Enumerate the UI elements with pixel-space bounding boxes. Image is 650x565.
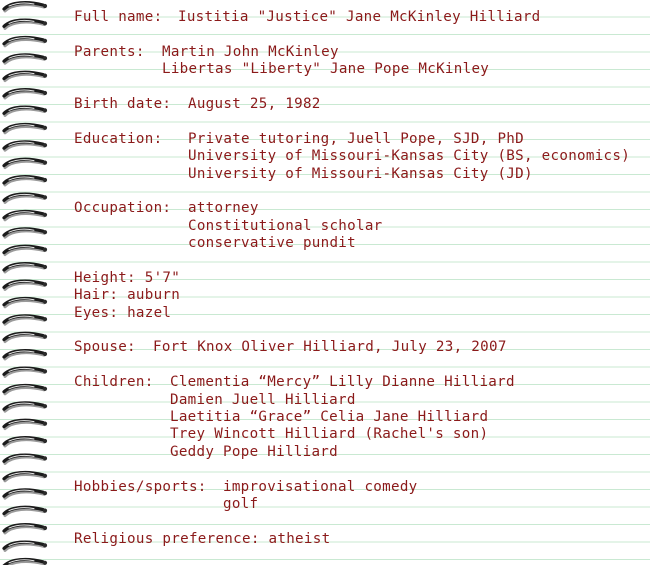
- spouse-row: [74, 339, 644, 356]
- parents-row: [74, 44, 644, 61]
- full-name-label: Full name:: [74, 9, 163, 25]
- hobbies-row: [74, 496, 644, 513]
- height-row: [74, 270, 644, 287]
- education-row: [74, 166, 644, 183]
- child-name: Clementia “Mercy” Lilly Dianne Hilliard: [170, 374, 515, 391]
- education-row: [74, 148, 644, 165]
- parents-row: [74, 61, 644, 78]
- child-name: Trey Wincott Hilliard (Rachel's son): [170, 426, 489, 443]
- child-name: Geddy Pope Hilliard: [170, 443, 338, 460]
- education-label: Education:: [74, 130, 163, 147]
- hobbies-label: Hobbies/sports:: [74, 478, 207, 495]
- religion-label: Religious preference:: [74, 530, 260, 547]
- spouse-value: Fort Knox Oliver Hilliard, July 23, 2007: [153, 339, 507, 356]
- height-label: Height:: [74, 269, 136, 286]
- full-name-row: [74, 9, 644, 26]
- birth-date-label: Birth date:: [74, 95, 172, 112]
- eyes-value: hazel: [127, 304, 172, 321]
- profile-sheet: [74, 9, 644, 548]
- hair-row: [74, 287, 644, 304]
- children-row: [74, 374, 644, 391]
- hobby-item: golf: [223, 495, 259, 512]
- religion-value: atheist: [268, 530, 331, 547]
- children-row: [74, 444, 644, 461]
- education-item: University of Missouri-Kansas City (BS, economics): [188, 148, 631, 165]
- children-label: Children:: [74, 374, 154, 391]
- hair-value: auburn: [127, 287, 181, 304]
- eyes-row: [74, 305, 644, 322]
- occupation-row: [74, 218, 644, 235]
- hobby-item: improvisational comedy: [223, 478, 418, 495]
- height-value: 5'7": [144, 269, 181, 286]
- children-row: [74, 409, 644, 426]
- parent-name: Libertas "Liberty" Jane Pope McKinley: [162, 61, 490, 78]
- education-item: University of Missouri-Kansas City (JD): [188, 165, 533, 182]
- hobbies-row: [74, 479, 644, 496]
- occupation-row: [74, 200, 644, 217]
- education-row: [74, 131, 644, 148]
- occupation-item: conservative pundit: [188, 235, 356, 252]
- birth-date-value: August 25, 1982: [188, 95, 321, 112]
- parent-name: Martin John McKinley: [162, 43, 339, 60]
- occupation-row: [74, 235, 644, 252]
- occupation-label: Occupation:: [74, 200, 172, 217]
- full-name-value: Iustitia "Justice" Jane McKinley Hilliard: [178, 9, 541, 25]
- children-row: [74, 426, 644, 443]
- child-name: Damien Juell Hilliard: [170, 391, 356, 408]
- occupation-item: attorney: [188, 200, 259, 217]
- spiral-binding-icon: [0, 0, 50, 565]
- religion-row: [74, 531, 644, 548]
- child-name: Laetitia “Grace” Celia Jane Hilliard: [170, 408, 489, 425]
- hair-label: Hair:: [74, 287, 119, 304]
- occupation-item: Constitutional scholar: [188, 217, 383, 234]
- children-row: [74, 392, 644, 409]
- spouse-label: Spouse:: [74, 339, 136, 356]
- parents-label: Parents:: [74, 43, 145, 60]
- eyes-label: Eyes:: [74, 304, 119, 321]
- birth-date-row: [74, 96, 644, 113]
- education-item: Private tutoring, Juell Pope, SJD, PhD: [188, 130, 524, 147]
